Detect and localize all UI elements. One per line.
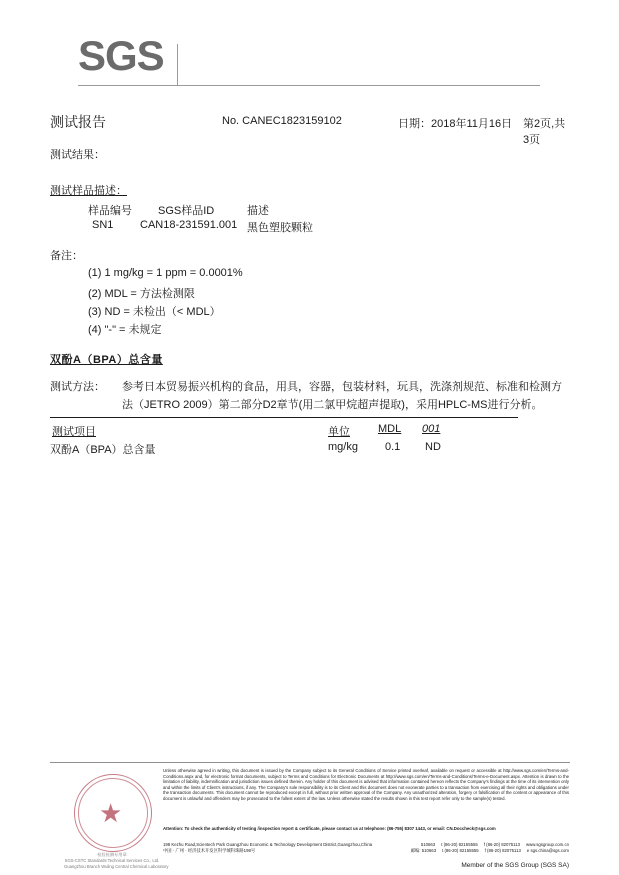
section-title-bpa: 双酚A（BPA）总含量 <box>50 354 163 366</box>
results-table-top-rule <box>50 417 518 418</box>
remark-item: (4) "-" = 未规定 <box>88 324 162 336</box>
page-indicator: 第2页,共3页 <box>523 118 566 146</box>
header-rule <box>78 85 540 86</box>
results-table-header-unit: 单位 <box>328 426 350 438</box>
results-table-header-mdl: MDL <box>378 423 402 435</box>
footer-address-block <box>163 842 569 854</box>
results-table-header-item: 测试项目 <box>52 426 96 438</box>
footer-zip-cn: 邮编: 510663 <box>410 848 437 853</box>
sample-description-label: 测试样品描述： <box>50 185 127 197</box>
footer-rule <box>50 762 570 763</box>
test-method-label: 测试方法： <box>50 381 105 393</box>
seal-star-icon: ★ <box>99 798 123 828</box>
sample-table-header-sample-no: 样品编号 <box>88 205 132 217</box>
seal-caption-line: 检验检测专用章 <box>97 852 127 857</box>
sample-table-cell-description: 黑色塑胶颗粒 <box>247 222 313 234</box>
footer-website[interactable]: www.sgsgroup.com.cn <box>526 842 569 847</box>
results-table-cell-result: ND <box>425 441 441 453</box>
member-of-group-text: Member of the SGS Group (SGS SA) <box>461 862 569 869</box>
footer-tel-en: t (86-20) 82155555 <box>441 842 478 847</box>
results-table-header-sample-001: 001 <box>422 423 441 435</box>
remark-item: (3) ND = 未检出（< MDL） <box>88 306 221 318</box>
remarks-label: 备注： <box>50 250 83 262</box>
remark-item: (2) MDL = 方法检测限 <box>88 288 195 300</box>
legal-disclaimer-text: Unless otherwise agreed in writing, this document is issued by the Company subject to its General Conditions of Service printed overleaf, available on request or accessible at http://www.sgs.com/en/Terms-and-Conditions.aspx and, for electronic format documents, subject to Terms and Conditions for Electronic Documents at http://www.sgs.com/en/Terms-and-Conditions/Terms-e-Document.aspx. Attention is drawn to the limitation of liability, indemnification and jurisdiction issues defined therein. Any holder of this document is advised that information contained hereon reflects the Company's findings at the time of its intervention only and within the limits of Client's instructions, if any. The Company's sole responsibility is to its Client and this document does not exonerate parties to a transaction from exercising all their rights and obligations under the transaction documents. This document cannot be reproduced except in full, without prior written approval of the Company. Any unauthorized alteration, forgery or falsification of the content or appearance of this document is unlawful and offenders may be prosecuted to the fullest extent of the law. Unless otherwise stated the results shown in this test report refer only to the sample(s) tested. <box>163 768 569 801</box>
logo-divider-tick <box>177 44 178 86</box>
report-number: No. CANEC1823159102 <box>222 115 342 127</box>
results-label: 测试结果： <box>50 149 105 161</box>
page-title: 测试报告 <box>50 114 106 130</box>
sgs-logo-text: SGS <box>78 32 164 79</box>
sample-table-cell-sgs-id: CAN18-231591.001 <box>140 219 238 231</box>
title-row <box>50 112 570 146</box>
sample-table-header-sgs-id: SGS样品ID <box>158 205 215 217</box>
footer-fax-en: f (86-20) 82075113 <box>483 842 520 847</box>
seal-caption-line: Guangzhou Branch Wuling Central Chemical Laboratory <box>64 864 169 869</box>
test-method-line: 法（JETRO 2009）第二部分D2章节(用二氯甲烷超声提取)，采用HPLC-MS进行分析。 <box>122 399 543 411</box>
sample-table-cell-sample-no: SN1 <box>92 219 114 231</box>
footer-fax-cn: f (86-20) 82075113 <box>484 848 521 853</box>
legal-attention-text: Attention: To check the authenticity of testing /inspection report & certificate, please contact us at telephone: (86-755) 8307 1443, or email: CN.Doccheck@sgs.com <box>163 826 496 831</box>
report-date: 日期：2018年11月16日 <box>398 118 513 130</box>
footer-address-en: 198 Kezhu Road,Scientech Park Guangzhou Economic & Technology Development District,Guangzhou,China <box>163 842 373 847</box>
results-table-cell-mdl: 0.1 <box>385 441 401 453</box>
company-seal-stamp <box>64 770 169 869</box>
footer-zip-en: 510663 <box>420 842 436 847</box>
sample-table-header-description: 描述 <box>247 205 269 217</box>
test-method-line: 参考日本贸易振兴机构的食品，用具，容器，包装材料，玩具，洗涤剂规范、标准和检测方 <box>122 381 562 393</box>
footer-email[interactable]: e sgs.china@sgs.com <box>526 848 569 853</box>
footer-tel-cn: t (86-20) 82155555 <box>442 848 479 853</box>
results-table-cell-unit: mg/kg <box>328 441 358 453</box>
results-table-cell-item: 双酚A（BPA）总含量 <box>50 444 156 456</box>
seal-caption-line: SGS-CSTC Standards Technical Services Co., Ltd. <box>64 858 160 863</box>
footer-address-row-cn <box>163 848 569 854</box>
footer-address-cn: 中国 · 广州 · 经济技术开发区科学城科珠路198号 <box>163 848 256 853</box>
remark-item: (1) 1 mg/kg = 1 ppm = 0.0001% <box>88 267 243 279</box>
sgs-logo <box>78 34 178 82</box>
